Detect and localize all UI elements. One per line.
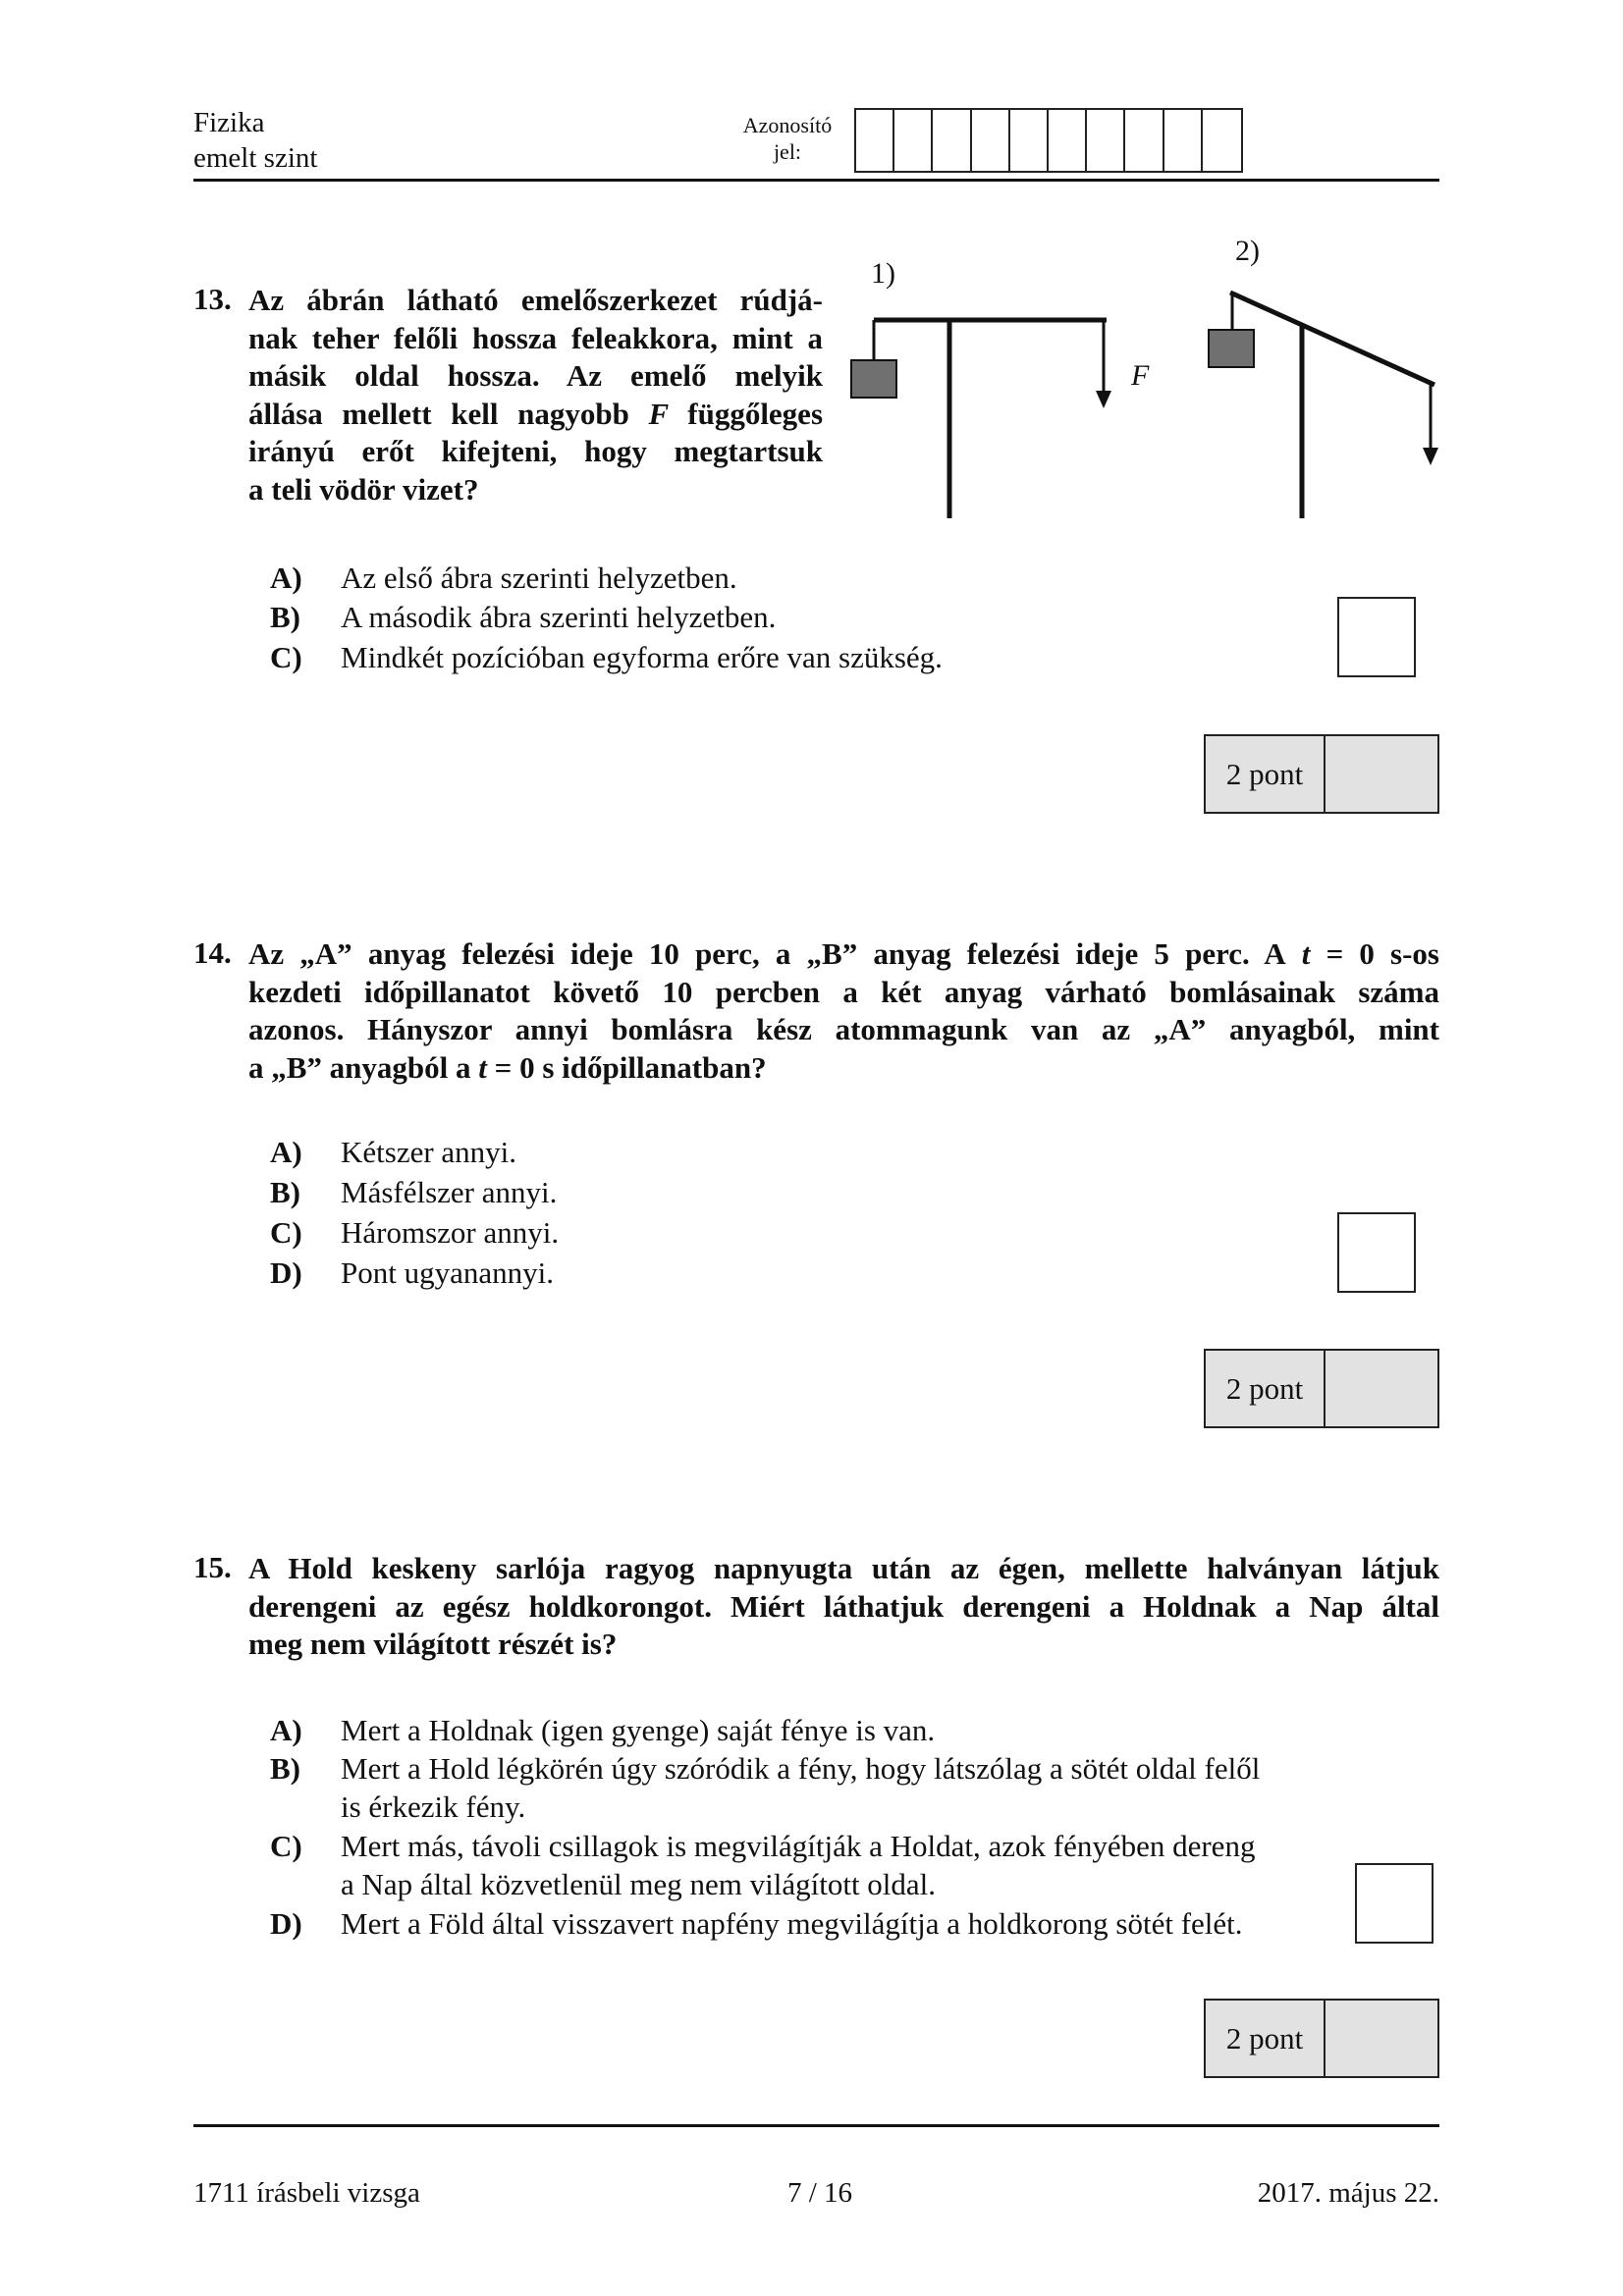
- q15-option-b: [270, 1749, 1350, 1788]
- id-cell[interactable]: [856, 110, 894, 171]
- q15-points-box: [1204, 1999, 1439, 2078]
- option-text: Az első ábra szerinti helyzetben.: [341, 561, 737, 595]
- q15-line: meg nem világított részét is?: [248, 1627, 618, 1661]
- option-text: Mert a Holdnak (igen gyenge) saját fénye is van.: [341, 1713, 936, 1747]
- option-label: D): [270, 1906, 302, 1941]
- q15-answer-box[interactable]: [1355, 1863, 1434, 1944]
- q13-points-box: [1204, 734, 1439, 814]
- q14-option-b: [270, 1173, 1154, 1211]
- option-label: A): [270, 561, 302, 595]
- option-label: A): [270, 1713, 302, 1747]
- q15-option-a: [270, 1711, 1350, 1749]
- q14-line: a „B” anyagból a t = 0 s időpillanatban?: [248, 1049, 767, 1085]
- bucket-1: [851, 360, 896, 398]
- option-label: A): [270, 1135, 302, 1169]
- option-label: D): [270, 1255, 302, 1290]
- figure-label-2: 2): [1235, 235, 1260, 267]
- q15-line: A Hold keskeny sarlója ragyog napnyugta után az égen, mellette halványan látjuk: [248, 1551, 1439, 1585]
- q14-option-a: [270, 1133, 1154, 1171]
- q15-number: 15.: [193, 1550, 232, 1584]
- q13-answer-box[interactable]: [1337, 597, 1416, 677]
- option-text: Mert a Föld által visszavert napfény megvilágítja a holdkorong sötét felét.: [341, 1906, 1243, 1941]
- id-label-line2: jel:: [773, 139, 802, 164]
- force-arrow-1: [1096, 391, 1111, 408]
- q13-option-b: [270, 598, 1154, 636]
- option-text: Háromszor annyi.: [341, 1215, 560, 1250]
- q14-text: [248, 935, 1439, 1087]
- id-cell[interactable]: [1125, 110, 1163, 171]
- level-title: emelt szint: [193, 142, 318, 174]
- q14-line: Az „A” anyag felezési ideje 10 perc, a „B” anyag felezési ideje 5 perc. A t = 0 s-os: [248, 936, 1439, 971]
- q14-line: azonos. Hányszor annyi bomlásra kész atommagunk van az „A” anyagból, mint: [248, 1012, 1439, 1046]
- q13-option-c: [270, 638, 1154, 676]
- subject-title: Fizika: [193, 107, 265, 138]
- option-label: C): [270, 1215, 302, 1250]
- figure-label-1: 1): [871, 257, 895, 290]
- q13-number: 13.: [193, 282, 232, 316]
- option-text: Mert más, távoli csillagok is megvilágítják a Holdat, azok fényében dereng: [341, 1829, 1256, 1863]
- q14-option-c: [270, 1213, 1154, 1252]
- lever-bar-2: [1230, 293, 1434, 385]
- q15-option-c-cont: [270, 1865, 1350, 1903]
- q13-line: a teli vödör vizet?: [248, 471, 479, 507]
- points-label: 2 pont: [1206, 1351, 1325, 1426]
- option-label: B): [270, 1175, 300, 1209]
- id-cell[interactable]: [1164, 110, 1203, 171]
- option-label: B): [270, 1751, 300, 1786]
- q14-answer-box[interactable]: [1337, 1212, 1416, 1293]
- force-arrow-2: [1423, 448, 1438, 465]
- points-score-cell[interactable]: [1325, 736, 1437, 812]
- q15-option-b-cont: [270, 1788, 1350, 1826]
- option-text: a Nap által közvetlenül meg nem világított oldal.: [341, 1867, 937, 1901]
- id-cell[interactable]: [1203, 110, 1241, 171]
- lever-figure: [835, 226, 1443, 530]
- q13-line: irányú erőt kifejteni, hogy megtartsuk: [248, 434, 823, 468]
- id-label-line1: Azonosító: [742, 113, 833, 137]
- header-rule: [193, 179, 1439, 182]
- q15-text: [248, 1550, 1439, 1664]
- option-text: Másfélszer annyi.: [341, 1175, 558, 1209]
- id-cell[interactable]: [972, 110, 1010, 171]
- q15-line: derengeni az egész holdkorongot. Miért láthatjuk derengeni a Holdnak a Nap által: [248, 1588, 1439, 1624]
- q13-line: másik oldal hossza. Az emelő melyik: [248, 358, 823, 393]
- q14-line: kezdeti időpillanatot követő 10 percben a két anyag várható bomlásainak száma: [248, 974, 1439, 1009]
- q13-line: Az ábrán látható emelőszerkezet rúdjá-: [248, 283, 823, 317]
- option-label: C): [270, 640, 302, 674]
- id-cell[interactable]: [1010, 110, 1049, 171]
- option-text: A második ábra szerinti helyzetben.: [341, 600, 777, 634]
- option-text: Kétszer annyi.: [341, 1135, 517, 1169]
- option-text: Mert a Hold légkörén úgy szóródik a fény, hogy látszólag a sötét oldal felől: [341, 1751, 1261, 1786]
- option-label: B): [270, 600, 300, 634]
- footer-date: 2017. május 22.: [1257, 2177, 1439, 2209]
- lever-position-1: [851, 320, 1111, 518]
- footer-rule: [193, 2124, 1439, 2127]
- q13-line: állása mellett kell nagyobb F függőleges: [248, 396, 824, 431]
- q14-points-box: [1204, 1349, 1439, 1428]
- q15-option-d: [270, 1904, 1350, 1943]
- option-text: is érkezik fény.: [341, 1789, 526, 1824]
- points-score-cell[interactable]: [1325, 2001, 1437, 2076]
- points-label: 2 pont: [1206, 736, 1325, 812]
- lever-position-2: [1209, 293, 1438, 518]
- q14-number: 14.: [193, 935, 232, 970]
- q13-option-a: [270, 559, 1154, 597]
- q14-option-d: [270, 1254, 1154, 1292]
- q13-line: nak teher felőli hossza feleakkora, mint a: [248, 320, 823, 355]
- footer-page-number: 7 / 16: [786, 2177, 853, 2209]
- force-label: F: [1131, 359, 1150, 392]
- q15-option-c: [270, 1827, 1350, 1865]
- id-cell[interactable]: [1087, 110, 1125, 171]
- q13-text: [248, 282, 823, 508]
- id-cell[interactable]: [1049, 110, 1087, 171]
- points-score-cell[interactable]: [1325, 1351, 1437, 1426]
- option-text: Mindkét pozícióban egyforma erőre van szükség.: [341, 640, 943, 674]
- option-label: C): [270, 1829, 302, 1863]
- points-label: 2 pont: [1206, 2001, 1325, 2076]
- bucket-2: [1209, 330, 1254, 367]
- footer-exam: 1711 írásbeli vizsga: [193, 2177, 420, 2209]
- id-code-boxes[interactable]: [854, 108, 1243, 173]
- id-cell[interactable]: [933, 110, 971, 171]
- option-text: Pont ugyanannyi.: [341, 1255, 554, 1290]
- id-cell[interactable]: [894, 110, 933, 171]
